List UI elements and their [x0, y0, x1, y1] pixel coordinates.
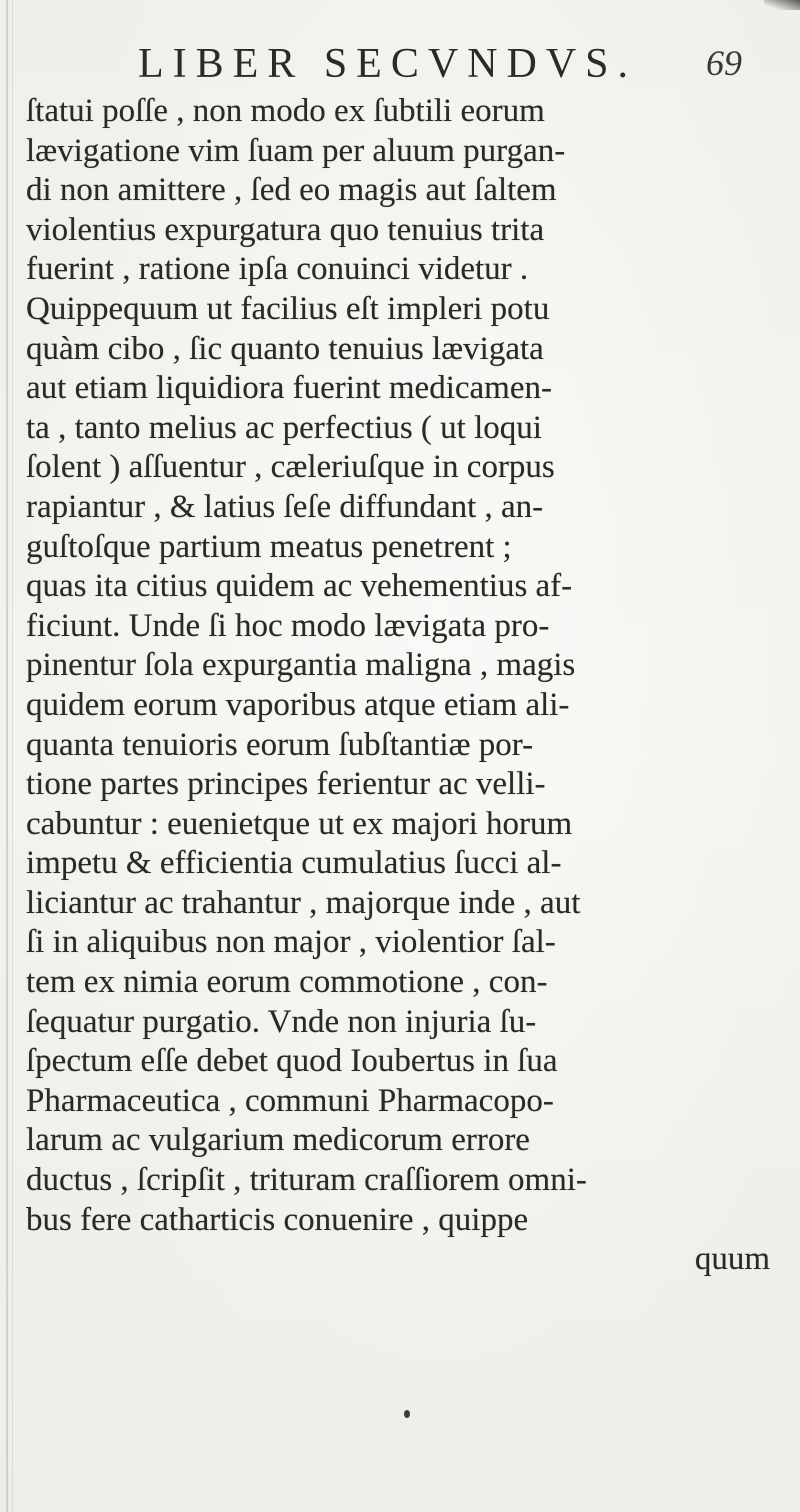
text-line: Quippequum ut facilius eſt impleri potu — [26, 290, 550, 327]
text-line: lævigatione vim ſuam per aluum purgan- — [26, 132, 566, 169]
text-line: cabuntur : euenietque ut ex majori horum — [26, 805, 573, 842]
text-line: quidem eorum vaporibus atque etiam ali- — [26, 686, 570, 723]
binding-edge — [6, 0, 8, 1512]
binding-edge-inner — [12, 0, 13, 1512]
text-line: violentius expurgatura quo tenuius trita — [26, 211, 545, 248]
text-line: ſpectum eſſe debet quod Ioubertus in ſua — [26, 1043, 558, 1080]
text-line: quas ita citius quidem ac vehementius af- — [26, 568, 573, 605]
text-line: aut etiam liquidiora fuerint medicamen- — [26, 370, 552, 407]
text-line: fuerint , ratione ipſa conuinci videtur . — [26, 251, 529, 288]
text-line: pinentur ſola expurgantia maligna , magis — [26, 647, 576, 684]
text-line: tione partes principes ferientur ac velli- — [26, 766, 546, 803]
page-corner-shadow — [764, 0, 800, 10]
text-line: impetu & efficientia cumulatius ſucci al- — [26, 845, 562, 882]
text-line: ſtatui poſſe , non modo ex ſubtili eorum — [26, 93, 545, 129]
text-line: guſtoſque partium meatus penetrent ; — [26, 528, 512, 565]
text-line: ſi in aliquibus non major , violentior ſal- — [26, 924, 556, 961]
text-line: bus fere catharticis conuenire , quippe — [26, 1201, 529, 1238]
text-line: ſolent ) aſſuentur , cæleriuſque in corpus — [26, 449, 555, 486]
catchword: quum — [694, 1241, 770, 1278]
text-line: ſequatur purgatio. Vnde non injuria ſu- — [26, 1003, 537, 1040]
text-line: Pharmaceutica , communi Pharmacopo- — [26, 1082, 554, 1119]
text-line: ductus , ſcripſit , trituram craſſiorem omni- — [26, 1162, 587, 1199]
text-line: liciantur ac trahantur , majorque inde , aut — [26, 884, 581, 921]
page-number: 69 — [706, 43, 742, 83]
running-head — [0, 40, 800, 90]
ink-spot — [404, 1410, 410, 1418]
text-line: ta , tanto melius ac perfectius ( ut loqui — [26, 409, 542, 446]
text-line: quàm cibo , ſic quanto tenuius lævigata — [26, 330, 544, 367]
body-text — [26, 92, 778, 1280]
text-line: quanta tenuioris eorum ſubſtantiæ por- — [26, 726, 534, 763]
text-line: tem ex nimia eorum commotione , con- — [26, 964, 548, 1001]
text-line: larum ac vulgarium medicorum errore — [26, 1122, 530, 1159]
running-title: LIBER SECVNDVS. — [138, 41, 638, 87]
text-line: rapiantur , & latius ſeſe diffundant , an- — [26, 488, 544, 525]
text-line: ficiunt. Unde ſi hoc modo lævigata pro- — [26, 607, 550, 644]
text-line: di non amittere , ſed eo magis aut ſaltem — [26, 172, 557, 209]
